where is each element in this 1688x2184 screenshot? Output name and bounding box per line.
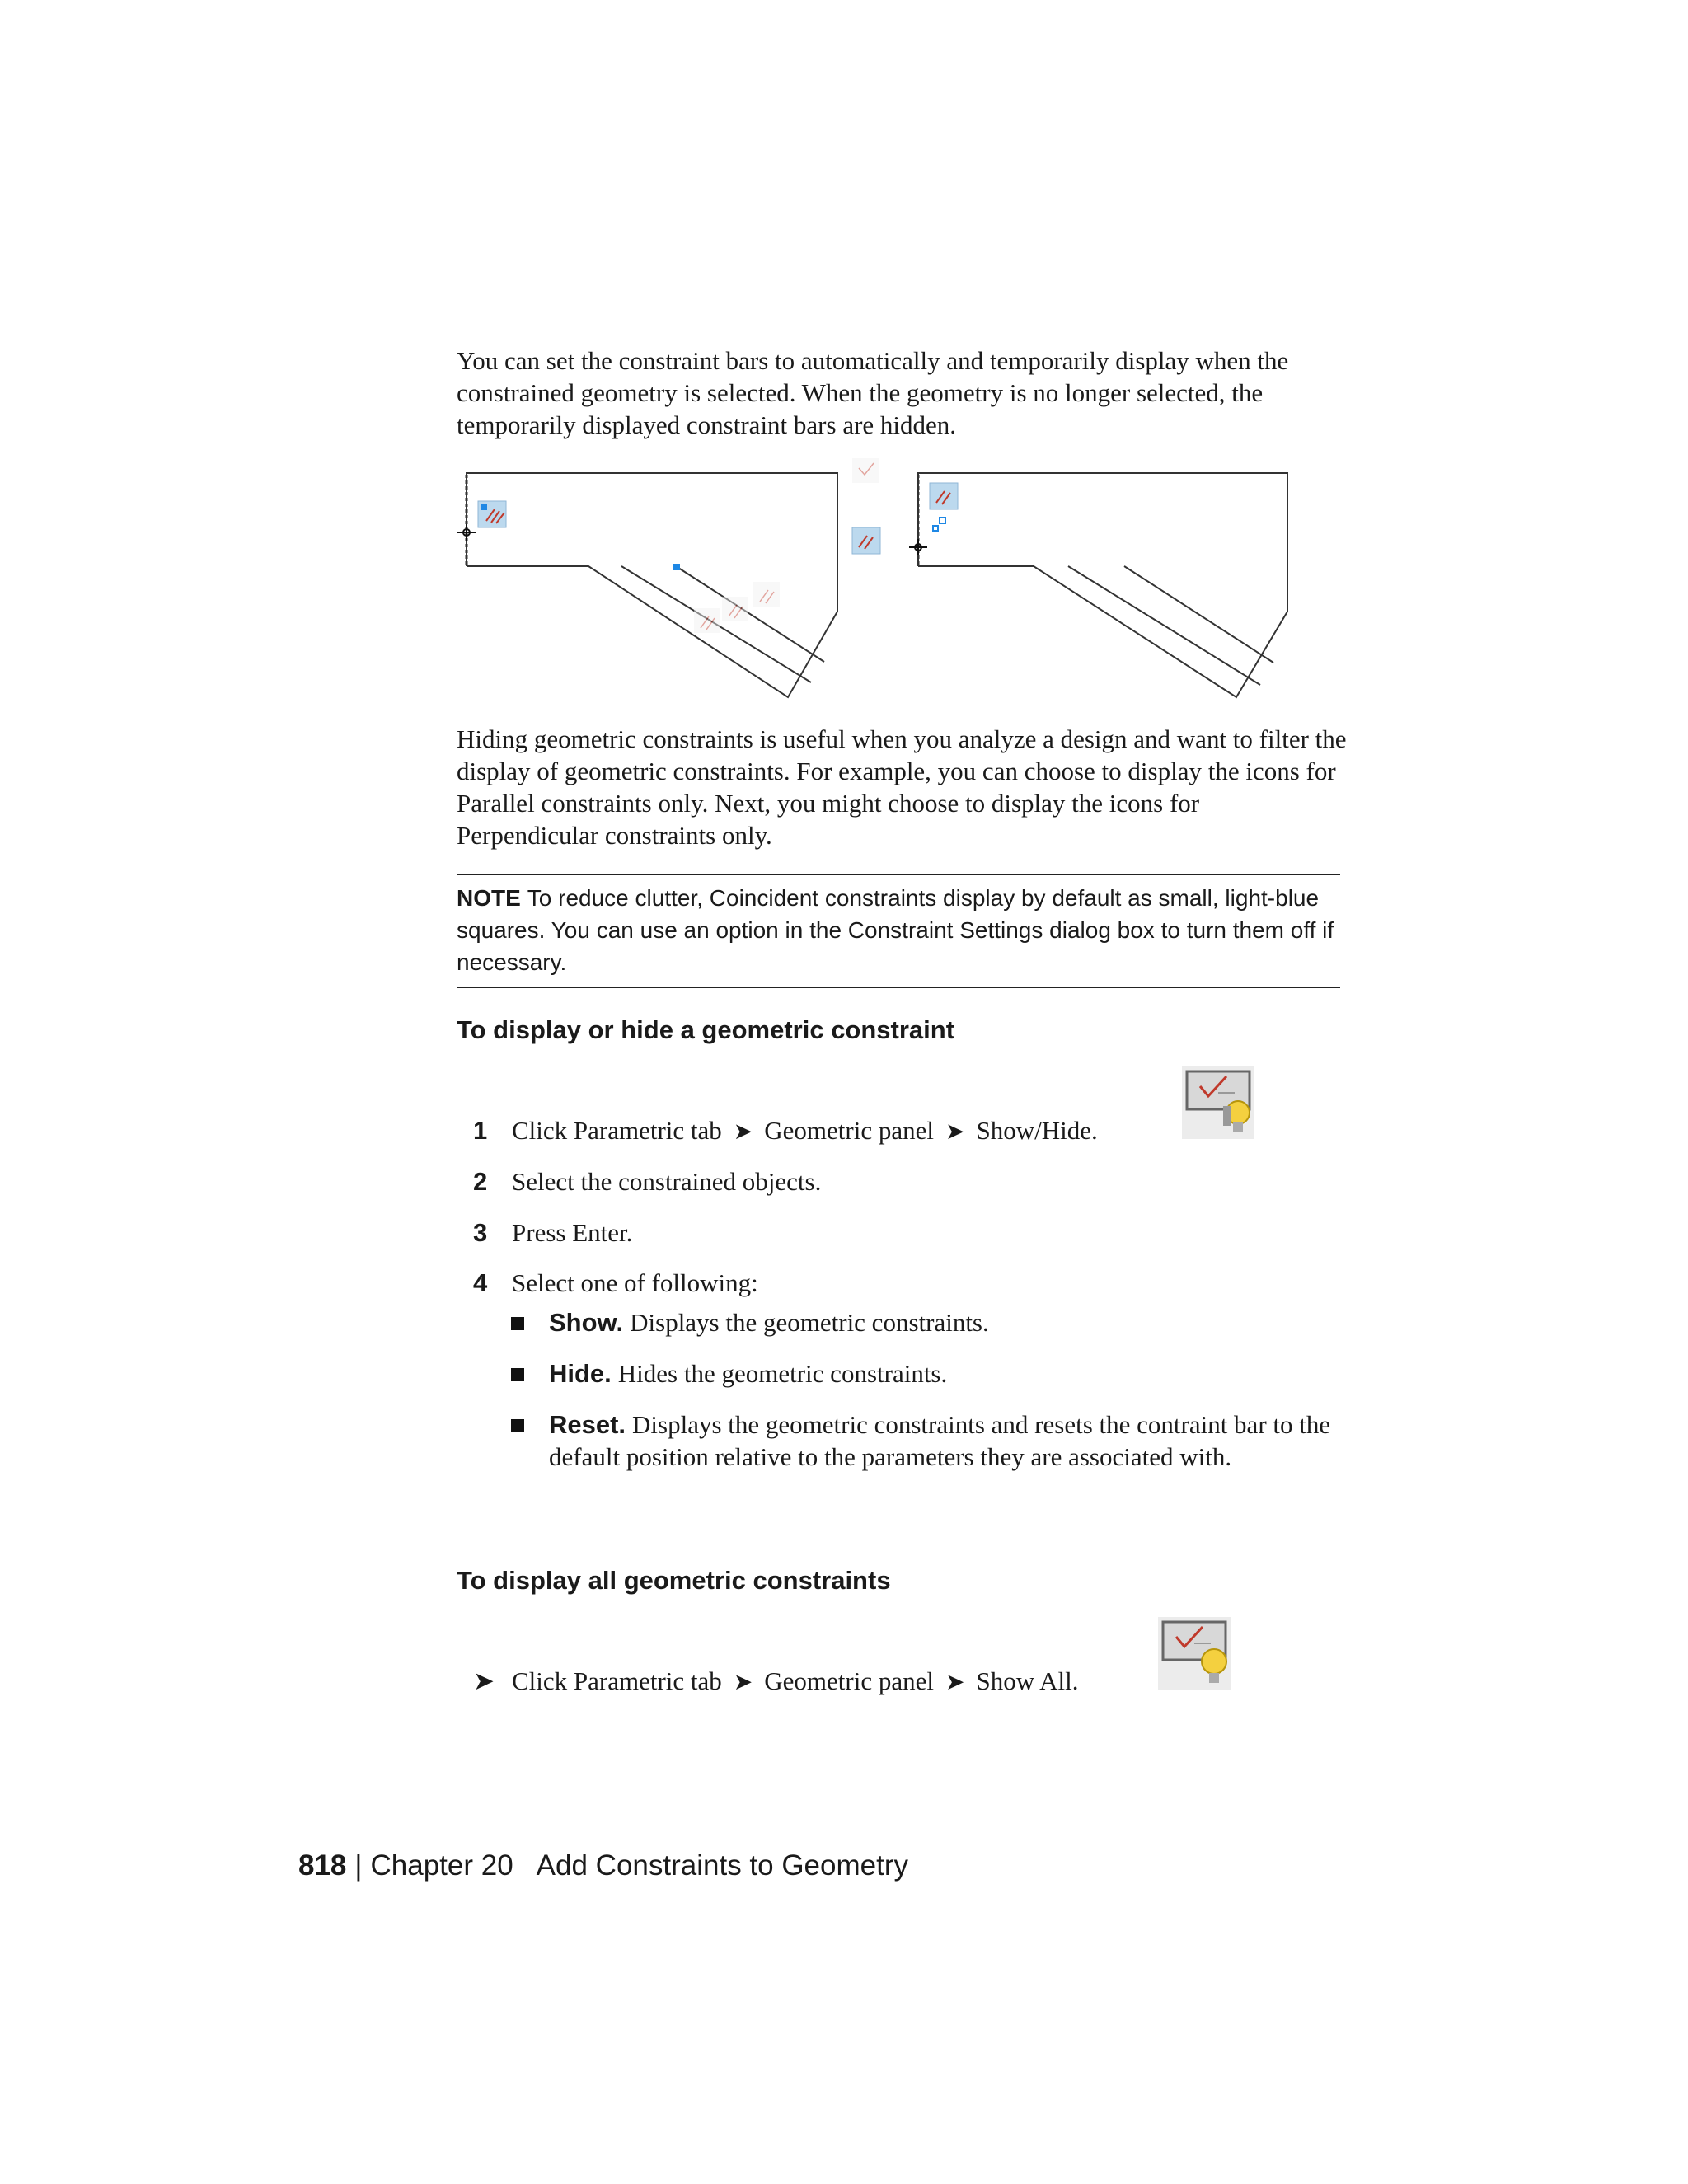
- bullet-square-icon: [511, 1317, 524, 1330]
- step-text: Select one of following:: [512, 1268, 758, 1297]
- step-part: Click Parametric tab: [512, 1666, 722, 1695]
- step-part: Geometric panel: [764, 1116, 934, 1145]
- constraint-bars-figure: [457, 458, 1347, 705]
- arrow-icon: ➤: [945, 1670, 965, 1695]
- step-number: 4: [473, 1268, 488, 1297]
- page-number: 818: [298, 1849, 347, 1882]
- step-2: [457, 1165, 1347, 1197]
- right-shape-unselected: [918, 473, 1287, 697]
- left-shape-selected: [467, 473, 837, 697]
- arrow-icon: ➤: [733, 1670, 753, 1695]
- step-3: [457, 1216, 1347, 1249]
- step-4: [457, 1267, 1347, 1299]
- chapter-title: Add Constraints to Geometry: [536, 1849, 908, 1882]
- show-hide-tool-icon: [1180, 1065, 1256, 1141]
- footer-separator: |: [354, 1849, 363, 1882]
- option-text: Hides the geometric constraints.: [617, 1359, 948, 1388]
- parallel-constraint-icon: [852, 527, 880, 554]
- coincident-marker: [481, 504, 487, 510]
- page-footer: [298, 1849, 908, 1882]
- bullet-square-icon: [511, 1419, 524, 1432]
- bullet-square-icon: [511, 1368, 524, 1381]
- step-text: Press Enter.: [512, 1218, 633, 1247]
- parallel-constraint-icon: [930, 483, 958, 509]
- step-number: 1: [473, 1116, 488, 1145]
- option-label: Show.: [549, 1308, 624, 1337]
- list-item: [511, 1357, 1347, 1390]
- chapter-label: Chapter 20: [370, 1849, 513, 1882]
- crosshair-icon: [909, 539, 927, 555]
- show-all-tool-icon: [1156, 1615, 1232, 1691]
- option-text: Displays the geometric constraints.: [630, 1308, 989, 1337]
- section-heading-show-all: To display all geometric constraints: [457, 1566, 891, 1595]
- step-part: Show All.: [976, 1666, 1079, 1695]
- step-part: Show/Hide.: [976, 1116, 1098, 1145]
- hiding-paragraph: Hiding geometric constraints is useful when you analyze a design and want to filter the display of geometric constraints. For example, you can choose to display the icons for Parallel constraints only. Next, you might choose to display the icons for Perpendicular constraints only.: [457, 724, 1347, 850]
- intro-paragraph: You can set the constraint bars to automatically and temporarily display when the constrained geometry is selected. When the geometry is no longer selected, the temporarily displayed constraint bars are hidden.: [457, 346, 1289, 439]
- arrow-icon: ➤: [945, 1119, 965, 1145]
- step-text: Select the constrained objects.: [512, 1167, 822, 1196]
- option-label: Reset.: [549, 1410, 626, 1439]
- coincident-marker: [673, 564, 680, 570]
- crosshair-icon: [457, 524, 476, 541]
- faded-constraint-bar: [694, 458, 879, 633]
- options-list: [511, 1306, 1347, 1473]
- note-box: [457, 874, 1340, 988]
- option-label: Hide.: [549, 1359, 612, 1388]
- list-item: [511, 1306, 1347, 1338]
- note-label: NOTE: [457, 885, 521, 911]
- step-bullet-arrow-icon: ➤: [473, 1666, 495, 1695]
- step-part: Geometric panel: [764, 1666, 934, 1695]
- step-number: 2: [473, 1167, 488, 1196]
- step-number: 3: [473, 1218, 488, 1247]
- section-heading-show-hide: To display or hide a geometric constraint: [457, 1015, 955, 1044]
- option-text: Displays the geometric constraints and resets the contraint bar to the default position relative to the parameters they are associated with.: [549, 1410, 1331, 1471]
- step-part: Click Parametric tab: [512, 1116, 722, 1145]
- list-item: [511, 1408, 1347, 1473]
- note-text: To reduce clutter, Coincident constraints display by default as small, light-blue squares. You can use an option in the Constraint Settings dialog box to turn them off if necessary.: [457, 885, 1334, 975]
- coincident-marker: [940, 518, 945, 523]
- arrow-icon: ➤: [733, 1119, 753, 1145]
